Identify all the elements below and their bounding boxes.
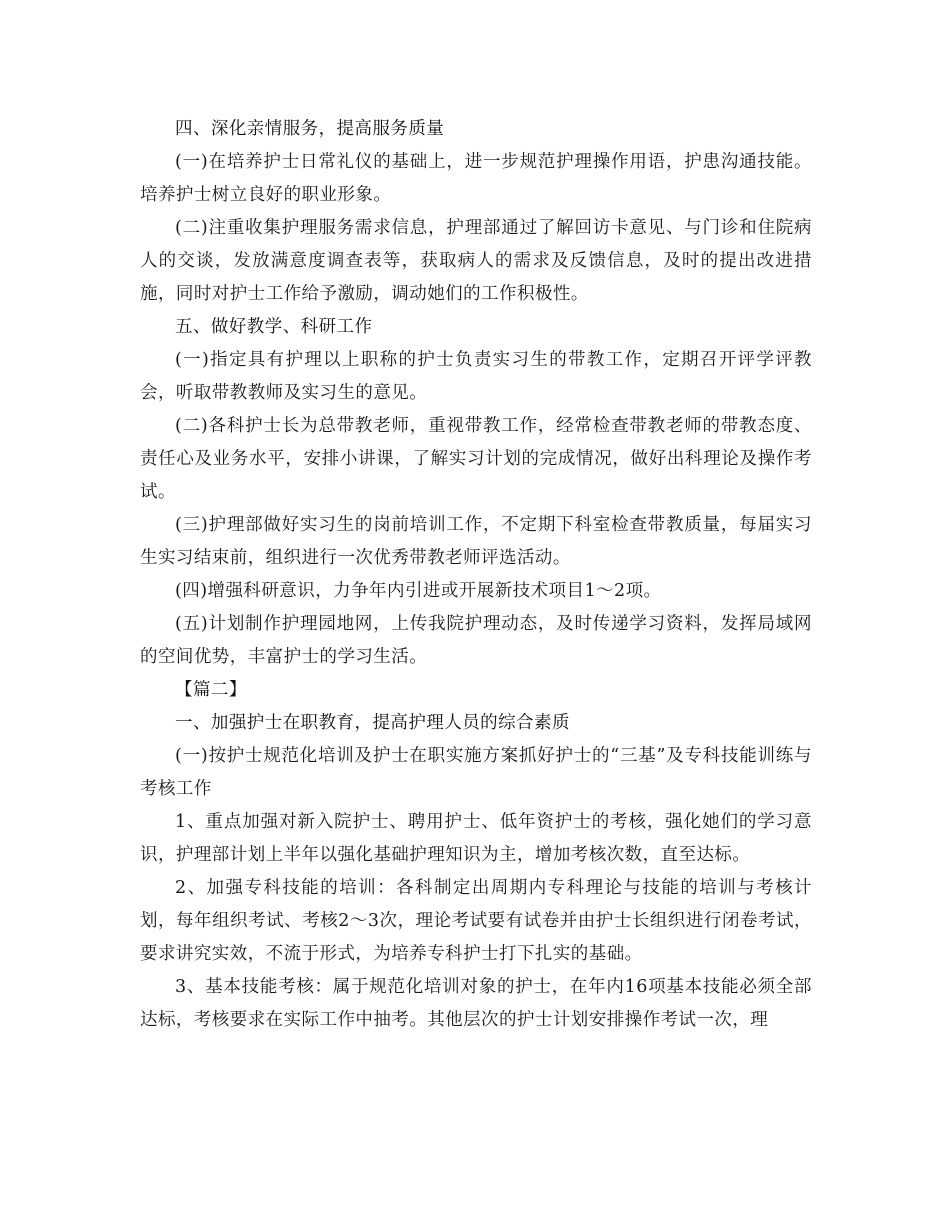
paragraph: 1、重点加强对新入院护士、聘用护士、低年资护士的考核，强化她们的学习意识，护理部计划上半年以强化基础护理知识为主，增加考核次数，直至达标。 [140, 812, 812, 865]
paragraph: (一)指定具有护理以上职称的护士负责实习生的带教工作，定期召开评学评教会，听取带教教师及实习生的意见。 [140, 350, 812, 403]
part-two-heading: 【篇二】 [175, 680, 247, 700]
paragraph: (二)注重收集护理服务需求信息，护理部通过了解回访卡意见、与门诊和住院病人的交谈，发放满意度调查表等，获取病人的需求及反馈信息，及时的提出改进措施，同时对护士工作给予激励，调动她们的工作积极性。 [140, 218, 812, 304]
section-heading-four: 四、深化亲情服务，提高服务质量 [175, 119, 445, 139]
paragraph: 3、基本技能考核：属于规范化培训对象的护士，在年内16项基本技能必须全部达标，考核要求在实际工作中抽考。其他层次的护士计划安排操作考试一次，理 [140, 977, 812, 1030]
paragraph: (三)护理部做好实习生的岗前培训工作，不定期下科室检查带教质量，每届实习生实习结束前，组织进行一次优秀带教老师评选活动。 [140, 515, 812, 568]
paragraph: (二)各科护士长为总带教老师，重视带教工作，经常检查带教老师的带教态度、责任心及业务水平，安排小讲课，了解实习计划的完成情况，做好出科理论及操作考试。 [140, 416, 812, 502]
paragraph: (一)按护士规范化培训及护士在职实施方案抓好护士的“三基”及专科技能训练与考核工作 [140, 746, 812, 799]
document-body [140, 113, 812, 1037]
paragraph: 2、加强专科技能的培训：各科制定出周期内专科理论与技能的培训与考核计划，每年组织考试、考核2～3次，理论考试要有试卷并由护士长组织进行闭卷考试，要求讲究实效，不流于形式，为培养专科护士打下扎实的基础。 [140, 878, 812, 964]
paragraph: (一)在培养护士日常礼仪的基础上，进一步规范护理操作用语，护患沟通技能。培养护士树立良好的职业形象。 [140, 152, 812, 205]
section-heading-five: 五、做好教学、科研工作 [175, 317, 373, 337]
paragraph: (四)增强科研意识，力争年内引进或开展新技术项目1～2项。 [175, 581, 662, 601]
paragraph: (五)计划制作护理园地网，上传我院护理动态，及时传递学习资料，发挥局域网的空间优势，丰富护士的学习生活。 [140, 614, 812, 667]
section-heading-one: 一、加强护士在职教育，提高护理人员的综合素质 [175, 713, 570, 733]
